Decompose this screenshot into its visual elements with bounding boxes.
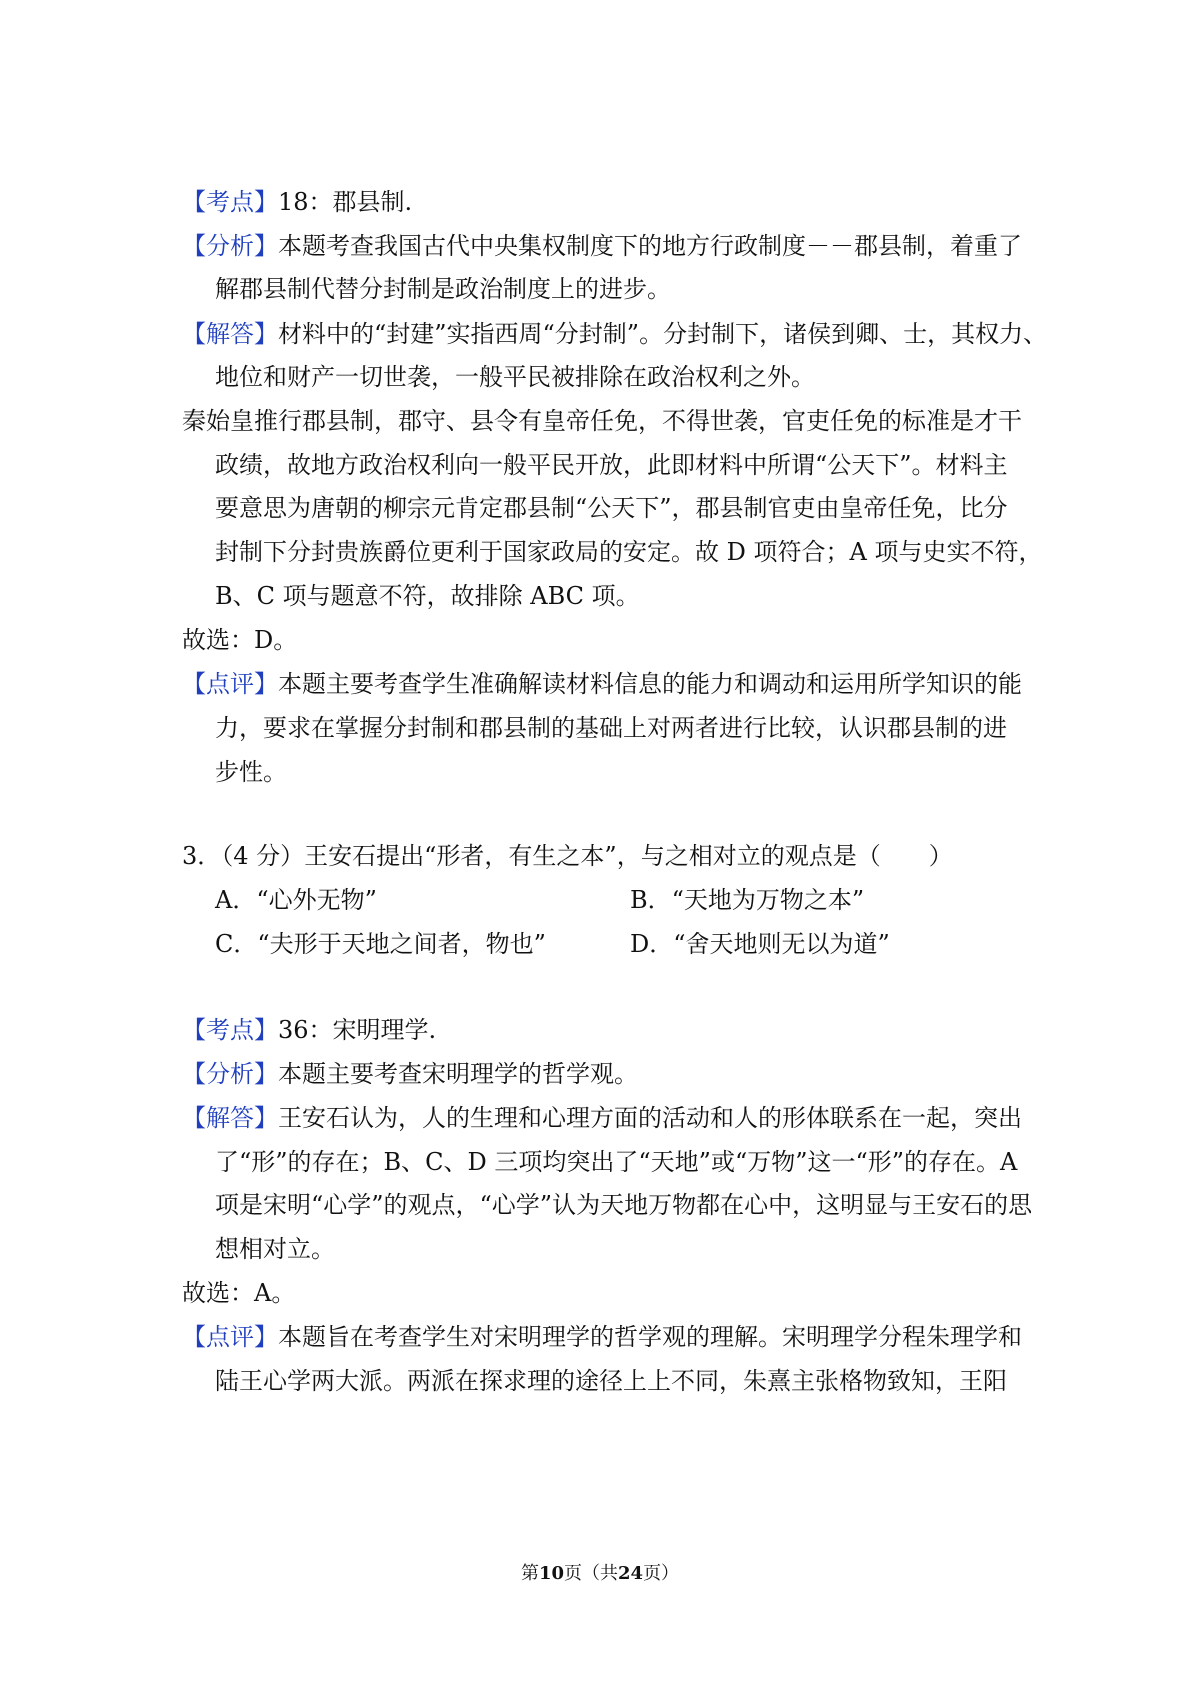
kaodian-text: 18：郡县制.: [278, 188, 413, 216]
answer-line-2: 故选：A。: [182, 1279, 296, 1307]
dianping-tag: 【点评】: [182, 670, 278, 698]
jieda2-line-3: 项是宋明“心学”的观点，“心学”认为天地万物都在心中，这明显与王安石的思: [215, 1191, 1033, 1219]
footer-prefix: 第: [520, 1563, 539, 1584]
footer-page-number: 10: [538, 1563, 564, 1584]
jieda2-line-2: 了“形”的存在；B、C、D 三项均突出了“天地”或“万物”这一“形”的存在。A: [215, 1148, 1018, 1176]
para-line-1: 秦始皇推行郡县制，郡守、县令有皇帝任免，不得世袭，官吏任免的标准是才干: [182, 407, 1022, 435]
dianping2-line-1: [182, 1321, 1022, 1353]
option-d: D．“舍天地则无以为道”: [630, 930, 890, 958]
answer-line: 故选：D。: [182, 626, 298, 654]
option-b: B．“天地为万物之本”: [630, 886, 865, 914]
page-footer: [0, 1562, 1200, 1586]
footer-suffix: 页）: [643, 1563, 680, 1584]
fenxi-text: 本题考查我国古代中央集权制度下的地方行政制度－－郡县制，着重了: [278, 232, 1022, 260]
para-line-3: 要意思为唐朝的柳宗元肯定郡县制“公天下”，郡县制官吏由皇帝任免，比分: [215, 494, 1008, 522]
dianping-text: 本题主要考查学生准确解读材料信息的能力和调动和运用所学知识的能: [278, 670, 1022, 698]
jieda2-line-1: [182, 1102, 1022, 1134]
fenxi-line-2: 解郡县制代替分封制是政治制度上的进步。: [215, 275, 671, 303]
para-line-4: 封制下分封贵族爵位更利于国家政局的安定。故 D 项符合；A 项与史实不符，: [215, 538, 1043, 566]
dianping-line-3: 步性。: [215, 758, 287, 786]
jieda-tag: 【解答】: [182, 320, 278, 348]
kaodian-text-2: 36：宋明理学.: [278, 1016, 437, 1044]
fenxi-tag-2: 【分析】: [182, 1060, 278, 1088]
jieda-text: 材料中的“封建”实指西周“分封制”。分封制下，诸侯到卿、士，其权力、: [278, 320, 1048, 348]
option-a: A．“心外无物”: [215, 886, 377, 914]
dianping-line-1: [182, 668, 1022, 700]
para-line-2: 政绩，故地方政治权利向一般平民开放，此即材料中所谓“公天下”。材料主: [215, 451, 1008, 479]
kaodian-line-1: [182, 186, 412, 218]
dianping-line-2: 力，要求在掌握分封制和郡县制的基础上对两者进行比较，认识郡县制的进: [215, 714, 1007, 742]
kaodian-line-2: [182, 1014, 436, 1046]
question-stem: 3．（4 分）王安石提出“形者，有生之本”，与之相对立的观点是（ ）: [182, 842, 953, 870]
footer-total-pages: 24: [618, 1563, 644, 1584]
jieda-line-1: [182, 318, 1047, 350]
kaodian-tag: 【考点】: [182, 188, 278, 216]
dianping2-text: 本题旨在考查学生对宋明理学的哲学观的理解。宋明理学分程朱理学和: [278, 1323, 1022, 1351]
para-line-5: B、C 项与题意不符，故排除 ABC 项。: [215, 582, 640, 610]
dianping-tag-2: 【点评】: [182, 1323, 278, 1351]
fenxi-text-2: 本题主要考查宋明理学的哲学观。: [278, 1060, 638, 1088]
footer-mid: 页（共: [564, 1563, 618, 1584]
jieda-line-2: 地位和财产一切世袭，一般平民被排除在政治权利之外。: [215, 363, 815, 391]
option-c: C．“夫形于天地之间者，物也”: [215, 930, 546, 958]
kaodian-tag-2: 【考点】: [182, 1016, 278, 1044]
dianping2-line-2: 陆王心学两大派。两派在探求理的途径上上不同，朱熹主张格物致知，王阳: [215, 1367, 1007, 1395]
fenxi-line-1: [182, 230, 1022, 262]
fenxi-line-2-1: [182, 1058, 638, 1090]
jieda2-text: 王安石认为，人的生理和心理方面的活动和人的形体联系在一起，突出: [278, 1104, 1022, 1132]
jieda-tag-2: 【解答】: [182, 1104, 278, 1132]
jieda2-line-4: 想相对立。: [215, 1235, 335, 1263]
fenxi-tag: 【分析】: [182, 232, 278, 260]
